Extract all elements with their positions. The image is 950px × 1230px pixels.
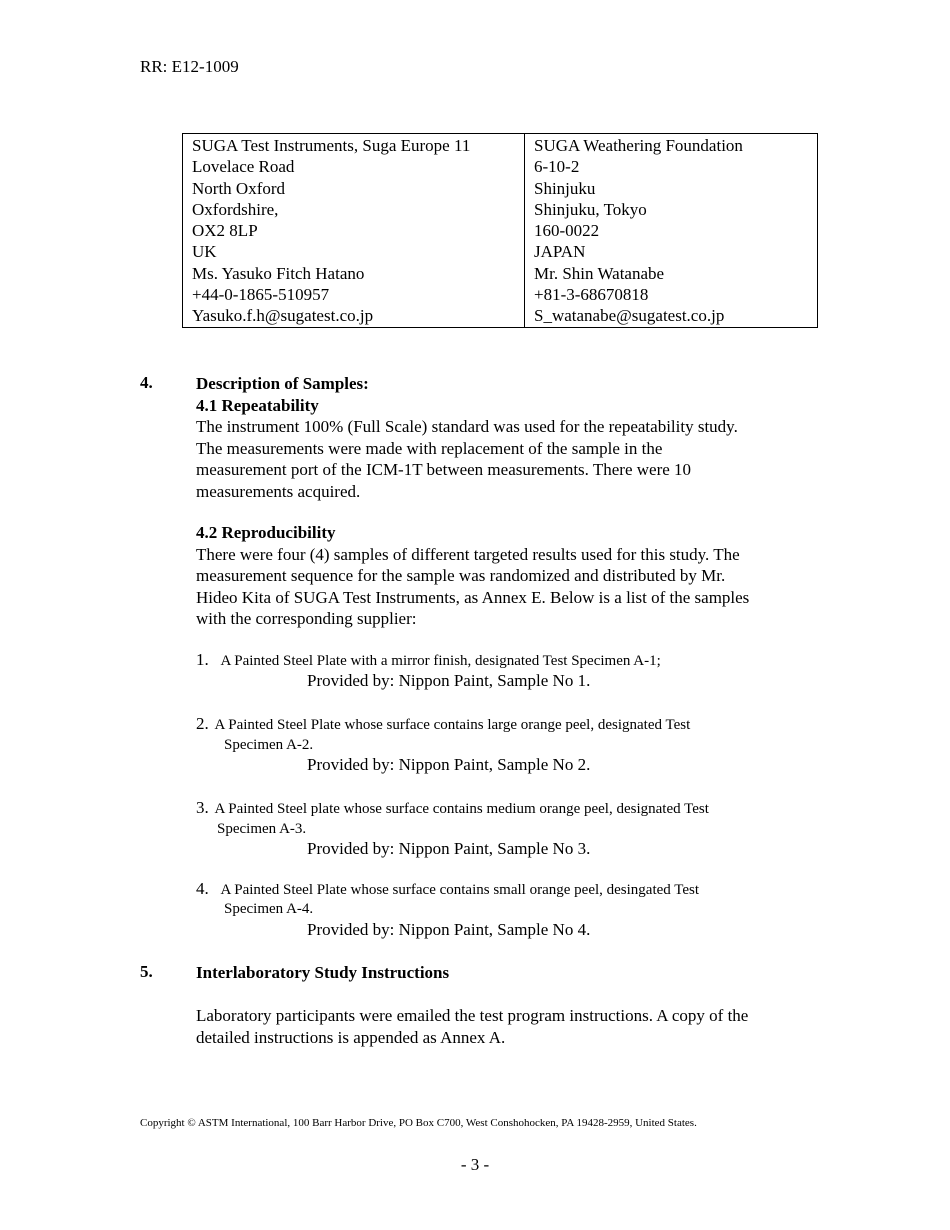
section-5-title: Interlaboratory Study Instructions xyxy=(196,963,450,982)
section-4-number: 4. xyxy=(140,373,153,392)
repeatability-heading: 4.1 Repeatability xyxy=(196,395,319,415)
paragraph-line: measurements acquired. xyxy=(196,481,361,501)
sample-description-continued: Specimen A-3. xyxy=(217,821,307,837)
contact-line: 160-0022 xyxy=(534,221,600,241)
paragraph-line: detailed instructions is appended as Annex A. xyxy=(196,1027,506,1047)
contact-name: Mr. Shin Watanabe xyxy=(534,263,665,283)
page-number: - 3 - xyxy=(460,1155,490,1174)
contacts-table xyxy=(182,133,818,328)
sample-description-continued: Specimen A-2. xyxy=(224,737,314,753)
reproducibility-heading: 4.2 Reproducibility xyxy=(196,523,336,542)
contact-suga-europe xyxy=(183,134,525,328)
sample-number: 1. xyxy=(196,650,209,669)
contact-line: SUGA Test Instruments, Suga Europe 11 xyxy=(192,136,471,155)
paragraph-line: with the corresponding supplier: xyxy=(196,609,417,629)
paragraph-line: The measurements were made with replacement of the sample in the xyxy=(196,438,663,458)
sample-item xyxy=(196,879,699,900)
contact-line: UK xyxy=(192,242,217,262)
paragraph-line: Laboratory participants were emailed the test program instructions. A copy of the xyxy=(196,1006,749,1025)
contact-line: JAPAN xyxy=(534,242,586,262)
contact-line: SUGA Weathering Foundation xyxy=(534,136,743,155)
contact-phone: +81-3-68670818 xyxy=(534,285,649,305)
paragraph-line: measurement port of the ICM-1T between measurements. There were 10 xyxy=(196,460,692,480)
sample-provider: Provided by: Nippon Paint, Sample No 1. xyxy=(307,671,591,690)
paragraph-line: Hideo Kita of SUGA Test Instruments, as Annex E. Below is a list of the samples xyxy=(196,587,750,607)
paragraph-line: The instrument 100% (Full Scale) standard was used for the repeatability study. xyxy=(196,417,738,437)
sample-item xyxy=(196,650,661,671)
sample-description: A Painted Steel Plate with a mirror finish, designated Test Specimen A-1; xyxy=(220,653,661,669)
contact-line: Shinjuku xyxy=(534,178,596,198)
sample-provider: Provided by: Nippon Paint, Sample No 3. xyxy=(307,839,591,858)
section-4-title: Description of Samples: xyxy=(196,374,369,393)
section-5-paragraph xyxy=(196,1005,816,1048)
sample-description: A Painted Steel plate whose surface contains medium orange peel, designated Test xyxy=(214,801,709,817)
paragraph-line: There were four (4) samples of different targeted results used for this study. The xyxy=(196,544,740,564)
contact-email: Yasuko.f.h@sugatest.co.jp xyxy=(192,306,374,326)
sample-provider: Provided by: Nippon Paint, Sample No 2. xyxy=(307,755,591,774)
section-5-number: 5. xyxy=(140,962,153,981)
contact-line: Lovelace Road xyxy=(192,157,295,177)
contact-email: S_watanabe@sugatest.co.jp xyxy=(534,306,725,326)
sample-description-continued: Specimen A-4. xyxy=(224,901,314,917)
contact-phone: +44-0-1865-510957 xyxy=(192,285,330,305)
contact-line: OX2 8LP xyxy=(192,221,258,241)
sample-description: A Painted Steel Plate whose surface contains small orange peel, desingated Test xyxy=(220,882,700,898)
reproducibility-paragraph xyxy=(196,544,816,630)
section-4-body xyxy=(196,373,816,503)
contact-suga-japan xyxy=(525,134,818,328)
sample-number: 4. xyxy=(196,879,209,898)
contact-line: 6-10-2 xyxy=(534,157,580,177)
sample-provider: Provided by: Nippon Paint, Sample No 4. xyxy=(307,920,591,939)
repeatability-paragraph xyxy=(196,416,816,502)
contact-name: Ms. Yasuko Fitch Hatano xyxy=(192,263,365,283)
sample-item xyxy=(196,798,709,819)
copyright-footer: Copyright © ASTM International, 100 Barr Harbor Drive, PO Box C700, West Conshohocken, PA 19428-2959, United States. xyxy=(140,1117,697,1129)
contact-line: Shinjuku, Tokyo xyxy=(534,199,647,219)
contact-line: North Oxford xyxy=(192,178,286,198)
sample-number: 2. xyxy=(196,714,209,733)
report-reference: RR: E12-1009 xyxy=(140,57,239,76)
paragraph-line: measurement sequence for the sample was randomized and distributed by Mr. xyxy=(196,566,726,586)
reproducibility-block xyxy=(196,522,816,630)
sample-description: A Painted Steel Plate whose surface contains large orange peel, designated Test xyxy=(214,717,691,733)
contact-line: Oxfordshire, xyxy=(192,199,279,219)
sample-item xyxy=(196,714,690,735)
sample-number: 3. xyxy=(196,798,209,817)
